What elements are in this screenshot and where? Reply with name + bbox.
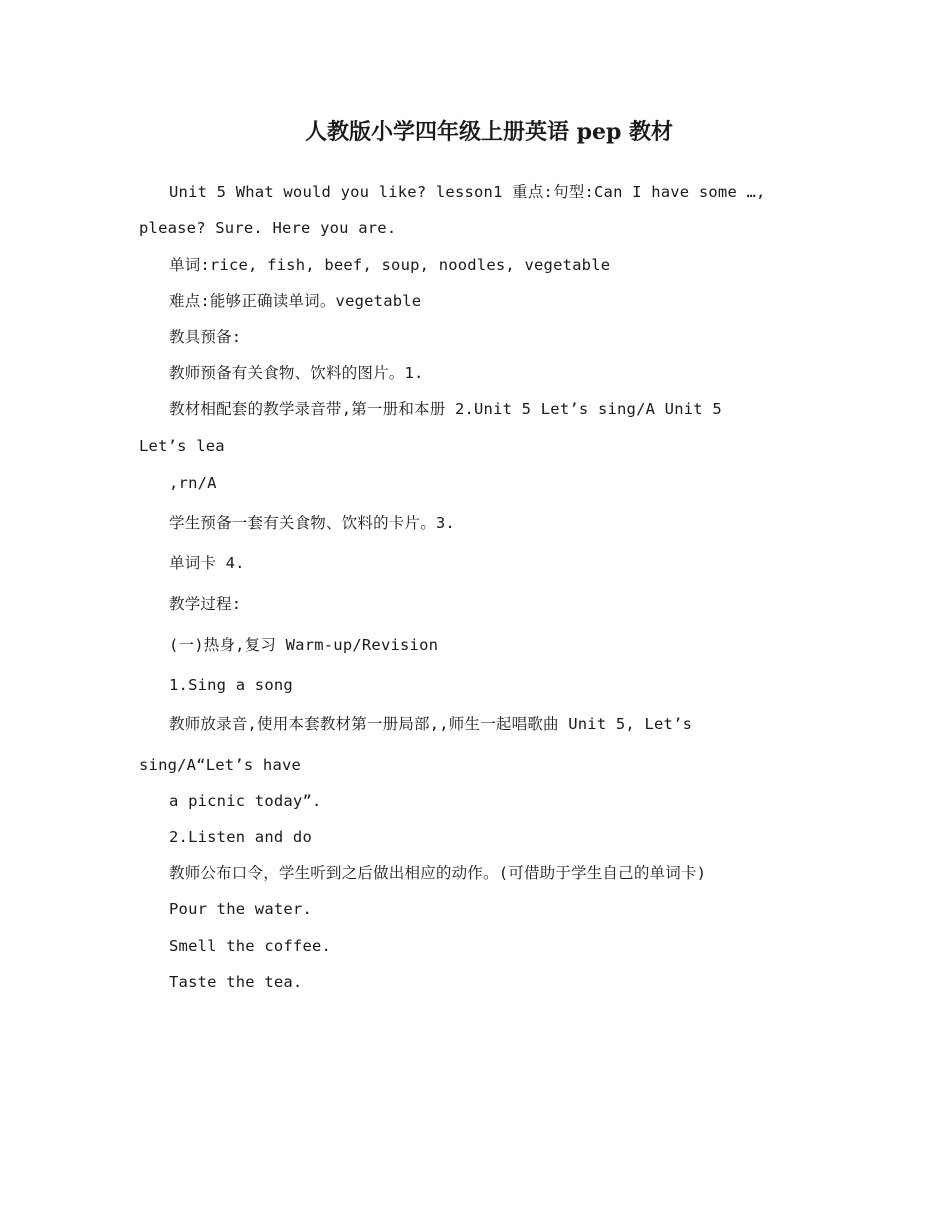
text-line-commands: 教师公布口令，学生听到之后做出相应的动作。(可借助于学生自己的单词卡) [169, 864, 707, 882]
document-title: 人教版小学四年级上册英语 pep 教材 [304, 119, 674, 145]
text-line-teacher-prep: 教师预备有关食物、饮料的图片。1. [169, 364, 424, 382]
text-line-unit5-intro: Unit 5 What would you like? lesson1 重点:句型:Can I have some …, [169, 183, 766, 201]
text-line-difficulty: 难点:能够正确读单词。vegetable [169, 292, 422, 310]
text-line-vocabulary: 单词:rice, fish, beef, soup, noodles, vegetable [169, 256, 611, 274]
text-line-listen-and-do: 2.Listen and do [169, 828, 312, 846]
text-line-sing-a-song: 1.Sing a song [169, 676, 293, 694]
text-line-lets-lea: Let’s lea [139, 437, 225, 455]
text-line-picnic: a picnic today”. [169, 792, 322, 810]
text-line-teaching-aids: 教具预备: [169, 328, 242, 346]
text-line-smell-coffee: Smell the coffee. [169, 937, 332, 955]
text-line-play-tape: 教师放录音,使用本套教材第一册局部,,师生一起唱歌曲 Unit 5, Let’s [169, 715, 693, 733]
text-line-please: please? Sure. Here you are. [139, 219, 397, 237]
text-line-pour-water: Pour the water. [169, 900, 312, 918]
text-line-warm-up: (一)热身,复习 Warm-up/Revision [169, 636, 439, 654]
text-line-taste-tea: Taste the tea. [169, 973, 303, 991]
text-line-word-cards: 单词卡 4. [169, 554, 245, 572]
text-line-student-prep: 学生预备一套有关食物、饮料的卡片。3. [169, 514, 455, 532]
text-line-tape: 教材相配套的教学录音带,第一册和本册 2.Unit 5 Let’s sing/A Unit 5 [169, 400, 722, 418]
text-line-process: 教学过程: [169, 595, 242, 613]
text-line-rn-a: ,rn/A [169, 474, 217, 492]
text-line-lets-have: sing/A“Let’s have [139, 756, 302, 774]
